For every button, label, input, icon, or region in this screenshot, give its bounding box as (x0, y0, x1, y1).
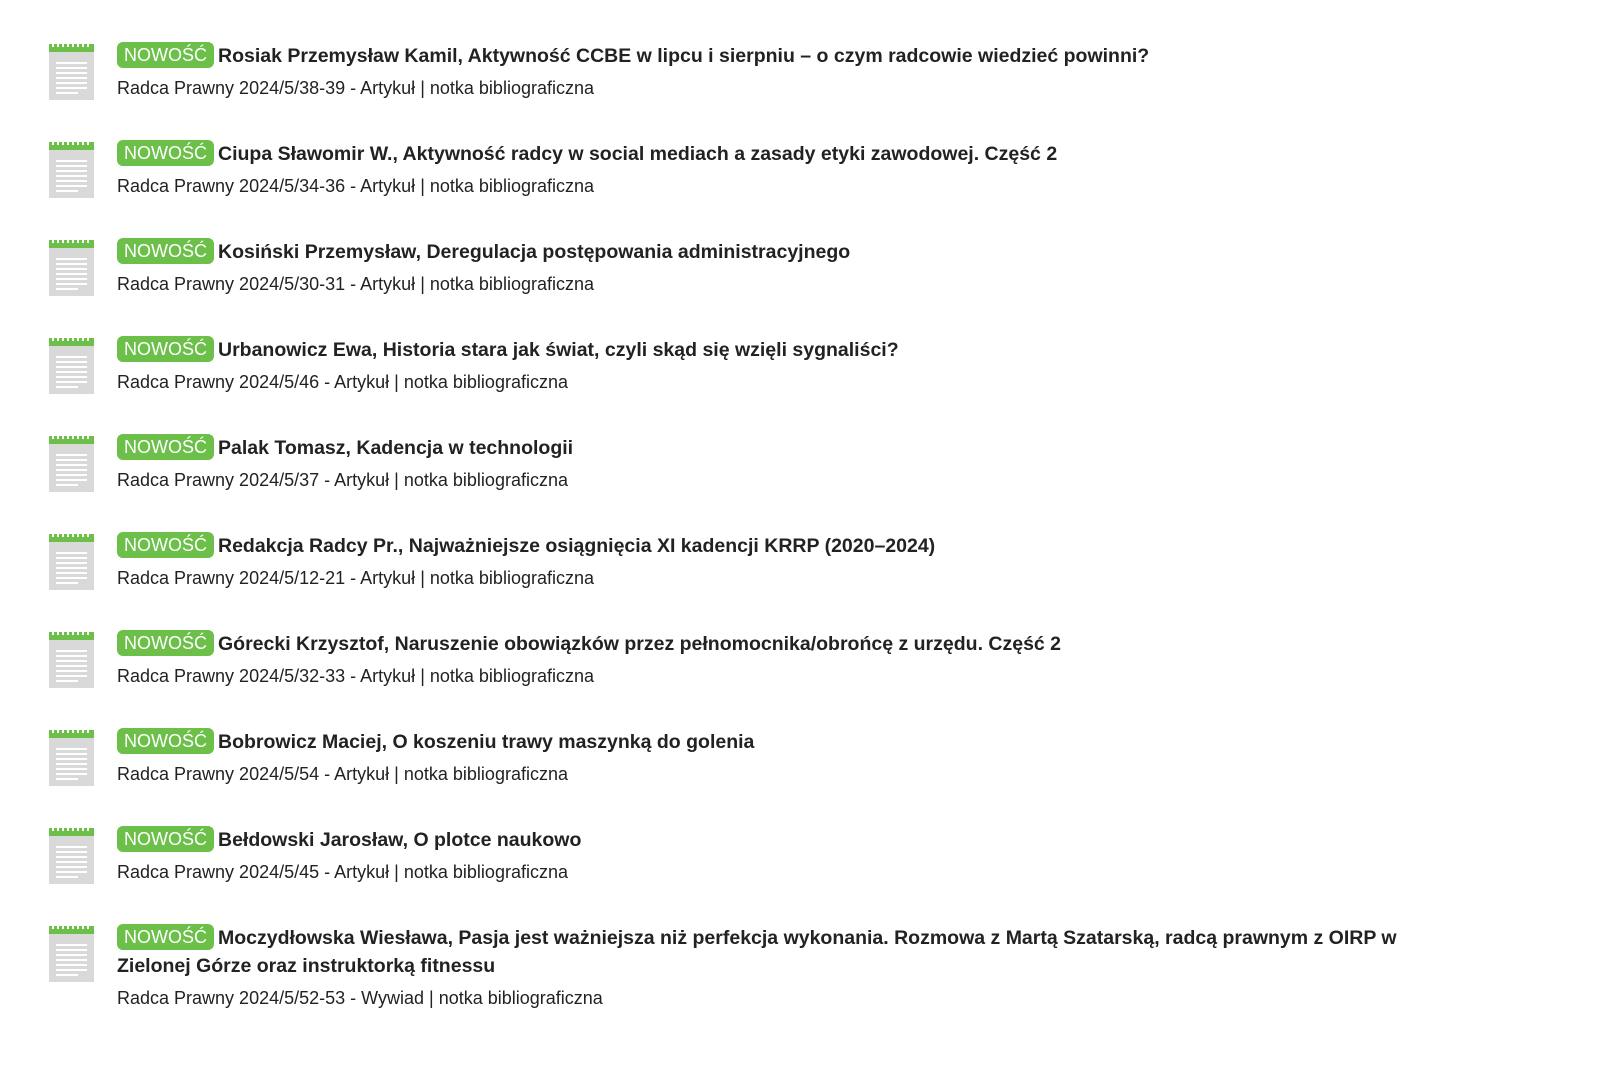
bibliographic-note-link[interactable]: notka bibliograficzna (403, 470, 568, 490)
item-title-line (117, 140, 1457, 168)
item-title-link[interactable]: Ciupa Sławomir W., Aktywność radcy w social mediach a zasady etyki zawodowej. Część 2 (218, 143, 1058, 165)
bibliographic-note-link[interactable]: notka bibliograficzna (403, 862, 568, 882)
item-meta (117, 174, 1457, 198)
item-title-line (117, 532, 1457, 560)
item-content (117, 336, 1457, 394)
item-meta (117, 860, 1457, 884)
document-icon (49, 730, 94, 786)
item-separator: | (394, 862, 399, 882)
item-title-line (117, 42, 1457, 70)
item-title-line (117, 924, 1457, 980)
document-icon (49, 828, 94, 884)
document-icon (49, 338, 94, 394)
document-icon (49, 240, 94, 296)
item-separator: | (420, 666, 425, 686)
item-separator: | (420, 176, 425, 196)
item-separator: | (420, 78, 425, 98)
item-separator: | (420, 568, 425, 588)
item-title-line (117, 826, 1457, 854)
item-meta (117, 762, 1457, 786)
new-badge: NOWOŚĆ (117, 140, 214, 166)
item-content (117, 532, 1457, 590)
item-title-line (117, 630, 1457, 658)
item-content (117, 924, 1457, 1010)
bibliographic-note-link[interactable]: notka bibliograficzna (403, 372, 568, 392)
item-source: Radca Prawny 2024/5/32-33 - Artykuł (117, 666, 416, 686)
item-source: Radca Prawny 2024/5/45 - Artykuł (117, 862, 390, 882)
document-icon (49, 632, 94, 688)
item-source: Radca Prawny 2024/5/52-53 - Wywiad (117, 988, 424, 1008)
document-icon (49, 142, 94, 198)
item-title-line (117, 728, 1457, 756)
item-source: Radca Prawny 2024/5/54 - Artykuł (117, 764, 390, 784)
item-content (117, 826, 1457, 884)
item-title-link[interactable]: Kosiński Przemysław, Deregulacja postępowania administracyjnego (218, 241, 851, 263)
item-meta (117, 76, 1457, 100)
item-content (117, 238, 1457, 296)
item-title-line (117, 336, 1457, 364)
item-source: Radca Prawny 2024/5/30-31 - Artykuł (117, 274, 416, 294)
bibliographic-note-link[interactable]: notka bibliograficzna (429, 176, 594, 196)
item-title-link[interactable]: Palak Tomasz, Kadencja w technologii (218, 437, 574, 459)
item-source: Radca Prawny 2024/5/12-21 - Artykuł (117, 568, 416, 588)
bibliographic-note-link[interactable]: notka bibliograficzna (429, 78, 594, 98)
item-meta (117, 566, 1457, 590)
item-meta (117, 468, 1457, 492)
item-title-link[interactable]: Bobrowicz Maciej, O koszeniu trawy maszynką do golenia (218, 731, 755, 753)
item-source: Radca Prawny 2024/5/34-36 - Artykuł (117, 176, 416, 196)
item-content (117, 434, 1457, 492)
new-badge: NOWOŚĆ (117, 826, 214, 852)
bibliographic-note-link[interactable]: notka bibliograficzna (429, 666, 594, 686)
item-separator: | (420, 274, 425, 294)
item-meta (117, 370, 1457, 394)
item-source: Radca Prawny 2024/5/38-39 - Artykuł (117, 78, 416, 98)
item-separator: | (429, 988, 434, 1008)
item-separator: | (394, 372, 399, 392)
item-content (117, 728, 1457, 786)
item-content (117, 140, 1457, 198)
item-separator: | (394, 470, 399, 490)
item-title-line (117, 434, 1457, 462)
item-title-link[interactable]: Redakcja Radcy Pr., Najważniejsze osiągnięcia XI kadencji KRRP (2020–2024) (218, 535, 936, 557)
item-meta (117, 986, 1457, 1010)
bibliographic-note-link[interactable]: notka bibliograficzna (429, 568, 594, 588)
item-source: Radca Prawny 2024/5/37 - Artykuł (117, 470, 390, 490)
document-icon (49, 534, 94, 590)
new-badge: NOWOŚĆ (117, 336, 214, 362)
bibliographic-note-link[interactable]: notka bibliograficzna (438, 988, 603, 1008)
new-badge: NOWOŚĆ (117, 532, 214, 558)
bibliographic-note-link[interactable]: notka bibliograficzna (403, 764, 568, 784)
item-meta (117, 664, 1457, 688)
document-icon (49, 436, 94, 492)
new-badge: NOWOŚĆ (117, 434, 214, 460)
item-content (117, 42, 1457, 100)
item-meta (117, 272, 1457, 296)
new-badge: NOWOŚĆ (117, 728, 214, 754)
item-title-link[interactable]: Rosiak Przemysław Kamil, Aktywność CCBE w lipcu i sierpniu – o czym radcowie wiedzieć powinni? (218, 45, 1150, 67)
item-separator: | (394, 764, 399, 784)
new-badge: NOWOŚĆ (117, 630, 214, 656)
item-content (117, 630, 1457, 688)
item-title-link[interactable]: Górecki Krzysztof, Naruszenie obowiązków przez pełnomocnika/obrońcę z urzędu. Część 2 (218, 633, 1062, 655)
bibliographic-note-link[interactable]: notka bibliograficzna (429, 274, 594, 294)
document-icon (49, 44, 94, 100)
new-badge: NOWOŚĆ (117, 42, 214, 68)
item-title-link[interactable]: Moczydłowska Wiesława, Pasja jest ważniejsza niż perfekcja wykonania. Rozmowa z Martą Szatarską, radcą prawnym z OIRP w Zielonej Górze oraz instruktorką fitnessu (117, 927, 1397, 977)
new-badge: NOWOŚĆ (117, 238, 214, 264)
document-icon (49, 926, 94, 982)
item-title-link[interactable]: Bełdowski Jarosław, O plotce naukowo (218, 829, 582, 851)
item-source: Radca Prawny 2024/5/46 - Artykuł (117, 372, 390, 392)
new-badge: NOWOŚĆ (117, 924, 214, 950)
item-title-line (117, 238, 1457, 266)
item-title-link[interactable]: Urbanowicz Ewa, Historia stara jak świat, czyli skąd się wzięli sygnaliści? (218, 339, 899, 361)
